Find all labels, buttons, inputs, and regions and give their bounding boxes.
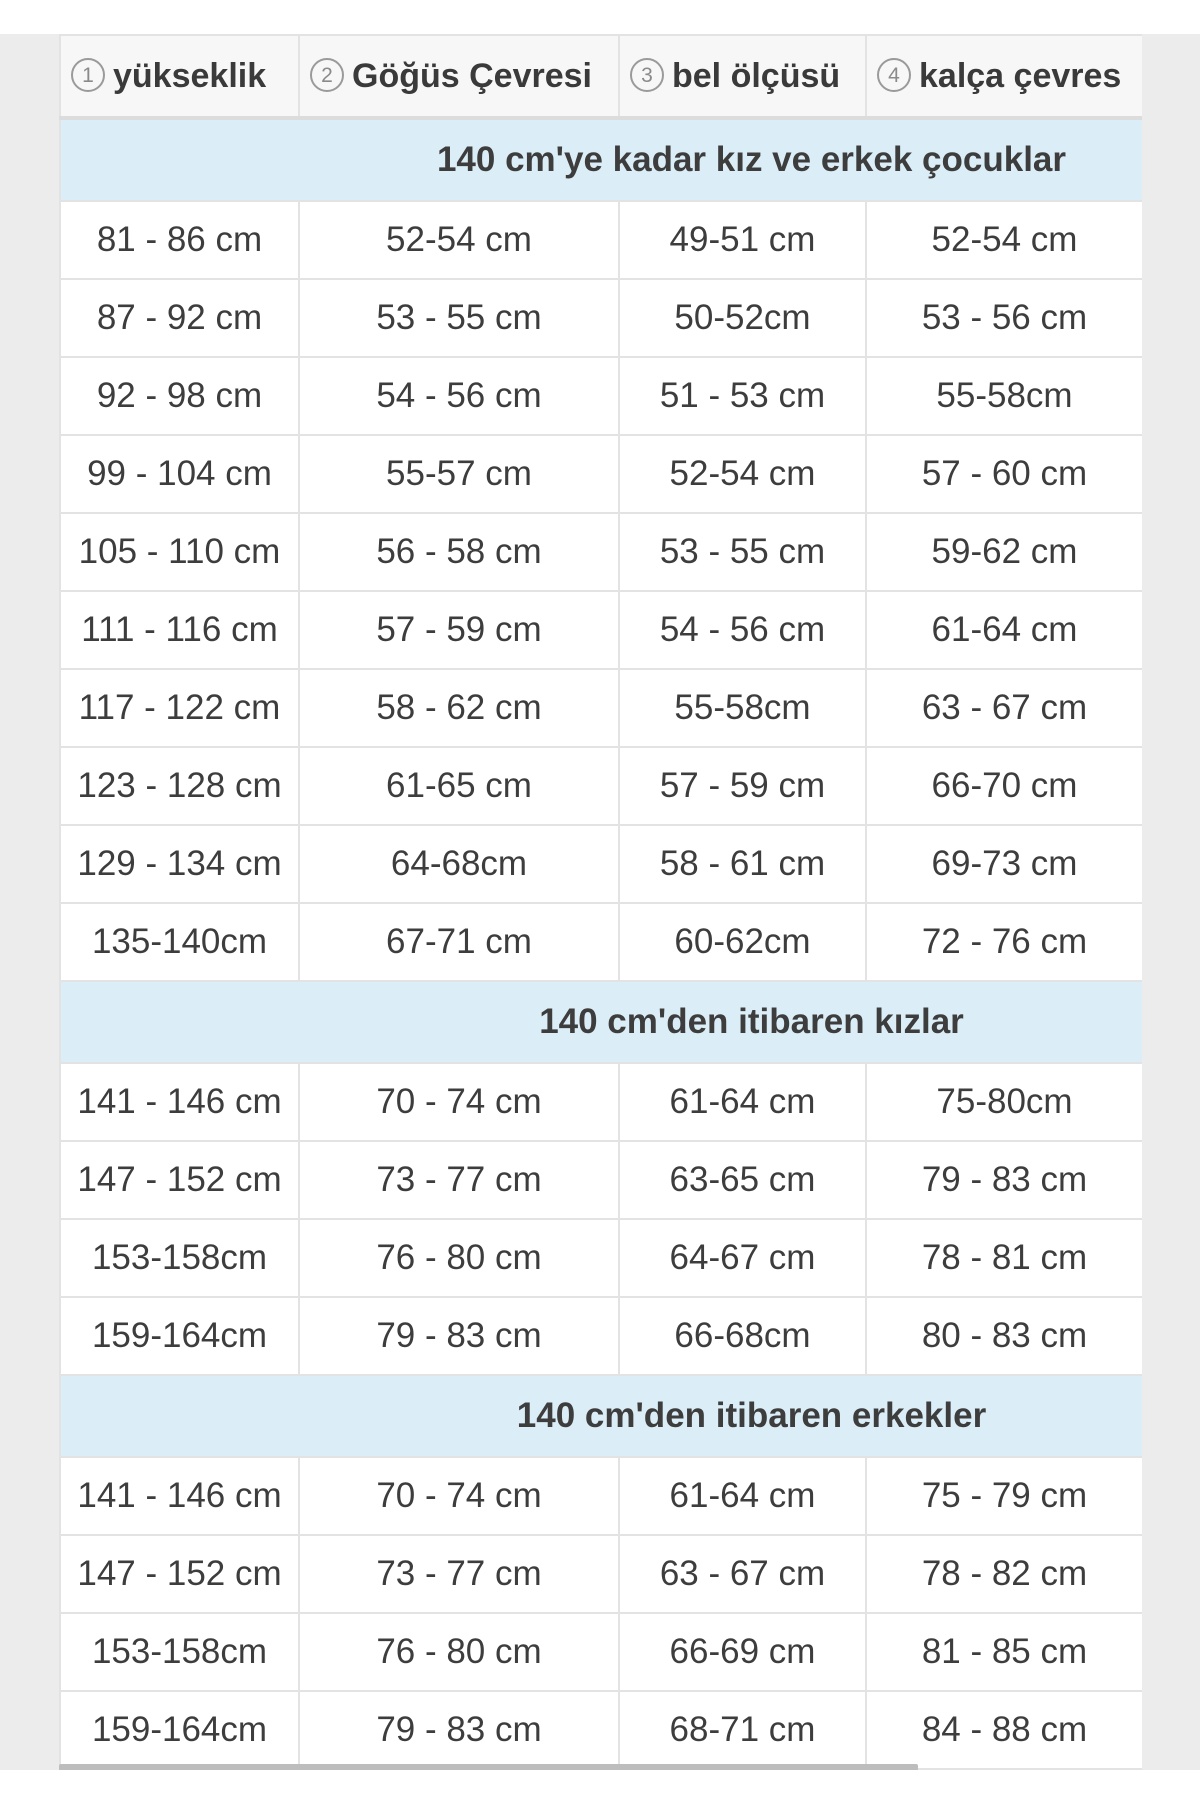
cell-hip: 57 - 60 cm xyxy=(866,435,1142,513)
section-title-text: 140 cm'den itibaren kızlar xyxy=(539,1002,964,1041)
top-margin xyxy=(0,0,1200,34)
cell-hip: 75-80cm xyxy=(866,1063,1142,1141)
cell-chest: 57 - 59 cm xyxy=(299,591,619,669)
section-title xyxy=(60,118,1142,201)
cell-waist: 66-69 cm xyxy=(619,1613,866,1691)
header-label: kalça çevres xyxy=(919,56,1122,95)
cell-chest: 73 - 77 cm xyxy=(299,1141,619,1219)
cell-hip: 59-62 cm xyxy=(866,513,1142,591)
table-row xyxy=(60,513,1142,591)
section-header-row xyxy=(60,981,1142,1063)
header-height xyxy=(60,35,299,118)
cell-chest: 52-54 cm xyxy=(299,201,619,279)
cell-height: 159-164cm xyxy=(60,1691,299,1769)
cell-waist: 53 - 55 cm xyxy=(619,513,866,591)
table-body xyxy=(60,118,1142,1769)
cell-chest: 76 - 80 cm xyxy=(299,1219,619,1297)
cell-chest: 54 - 56 cm xyxy=(299,357,619,435)
cell-chest: 56 - 58 cm xyxy=(299,513,619,591)
cell-chest: 64-68cm xyxy=(299,825,619,903)
cell-chest: 58 - 62 cm xyxy=(299,669,619,747)
cell-hip: 81 - 85 cm xyxy=(866,1613,1142,1691)
cell-hip: 78 - 81 cm xyxy=(866,1219,1142,1297)
table-row xyxy=(60,747,1142,825)
cell-hip: 55-58cm xyxy=(866,357,1142,435)
cell-hip: 80 - 83 cm xyxy=(866,1297,1142,1375)
cell-chest: 73 - 77 cm xyxy=(299,1535,619,1613)
cell-height: 87 - 92 cm xyxy=(60,279,299,357)
step-number-3: 3 xyxy=(630,58,664,92)
section-title-text: 140 cm'den itibaren erkekler xyxy=(516,1396,987,1435)
cell-height: 105 - 110 cm xyxy=(60,513,299,591)
table-row xyxy=(60,1613,1142,1691)
cell-chest: 70 - 74 cm xyxy=(299,1457,619,1535)
cell-waist: 63 - 67 cm xyxy=(619,1535,866,1613)
table-header xyxy=(60,35,1142,118)
cell-chest: 79 - 83 cm xyxy=(299,1691,619,1769)
table-row xyxy=(60,1219,1142,1297)
cell-height: 159-164cm xyxy=(60,1297,299,1375)
cell-waist: 63-65 cm xyxy=(619,1141,866,1219)
cell-waist: 54 - 56 cm xyxy=(619,591,866,669)
cell-chest: 79 - 83 cm xyxy=(299,1297,619,1375)
header-label: yükseklik xyxy=(113,56,267,95)
table-row xyxy=(60,1063,1142,1141)
cell-waist: 51 - 53 cm xyxy=(619,357,866,435)
section-header-row xyxy=(60,1375,1142,1457)
cell-height: 81 - 86 cm xyxy=(60,201,299,279)
table-row xyxy=(60,825,1142,903)
table-row xyxy=(60,1535,1142,1613)
size-chart-container[interactable] xyxy=(59,34,1142,1770)
cell-waist: 55-58cm xyxy=(619,669,866,747)
table-row xyxy=(60,1297,1142,1375)
cell-hip: 75 - 79 cm xyxy=(866,1457,1142,1535)
bottom-margin xyxy=(0,1770,1200,1800)
size-chart-table xyxy=(59,34,1142,1770)
header-chest xyxy=(299,35,619,118)
cell-waist: 60-62cm xyxy=(619,903,866,981)
cell-height: 129 - 134 cm xyxy=(60,825,299,903)
cell-height: 111 - 116 cm xyxy=(60,591,299,669)
table-row xyxy=(60,357,1142,435)
table-row xyxy=(60,669,1142,747)
table-row xyxy=(60,1457,1142,1535)
cell-waist: 61-64 cm xyxy=(619,1457,866,1535)
cell-height: 153-158cm xyxy=(60,1219,299,1297)
cell-hip: 53 - 56 cm xyxy=(866,279,1142,357)
section-header-row xyxy=(60,118,1142,201)
cell-height: 141 - 146 cm xyxy=(60,1063,299,1141)
cell-hip: 79 - 83 cm xyxy=(866,1141,1142,1219)
cell-hip: 61-64 cm xyxy=(866,591,1142,669)
cell-height: 135-140cm xyxy=(60,903,299,981)
cell-waist: 50-52cm xyxy=(619,279,866,357)
cell-waist: 49-51 cm xyxy=(619,201,866,279)
cell-hip: 52-54 cm xyxy=(866,201,1142,279)
cell-waist: 61-64 cm xyxy=(619,1063,866,1141)
cell-hip: 63 - 67 cm xyxy=(866,669,1142,747)
cell-chest: 67-71 cm xyxy=(299,903,619,981)
cell-height: 147 - 152 cm xyxy=(60,1141,299,1219)
cell-chest: 53 - 55 cm xyxy=(299,279,619,357)
header-waist xyxy=(619,35,866,118)
cell-waist: 64-67 cm xyxy=(619,1219,866,1297)
table-row xyxy=(60,1141,1142,1219)
cell-waist: 57 - 59 cm xyxy=(619,747,866,825)
step-number-4: 4 xyxy=(877,58,911,92)
cell-chest: 55-57 cm xyxy=(299,435,619,513)
header-hip xyxy=(866,35,1142,118)
cell-hip: 69-73 cm xyxy=(866,825,1142,903)
step-number-1: 1 xyxy=(71,58,105,92)
cell-waist: 58 - 61 cm xyxy=(619,825,866,903)
cell-hip: 66-70 cm xyxy=(866,747,1142,825)
header-row xyxy=(60,35,1142,118)
section-title xyxy=(60,981,1142,1063)
cell-height: 147 - 152 cm xyxy=(60,1535,299,1613)
cell-waist: 68-71 cm xyxy=(619,1691,866,1769)
cell-hip: 84 - 88 cm xyxy=(866,1691,1142,1769)
cell-waist: 52-54 cm xyxy=(619,435,866,513)
cell-chest: 76 - 80 cm xyxy=(299,1613,619,1691)
cell-waist: 66-68cm xyxy=(619,1297,866,1375)
step-number-2: 2 xyxy=(310,58,344,92)
cell-chest: 70 - 74 cm xyxy=(299,1063,619,1141)
cell-height: 141 - 146 cm xyxy=(60,1457,299,1535)
cell-chest: 61-65 cm xyxy=(299,747,619,825)
cell-height: 153-158cm xyxy=(60,1613,299,1691)
table-row xyxy=(60,903,1142,981)
table-row xyxy=(60,1691,1142,1769)
header-label: bel ölçüsü xyxy=(672,56,841,95)
table-row xyxy=(60,591,1142,669)
cell-height: 99 - 104 cm xyxy=(60,435,299,513)
cell-height: 123 - 128 cm xyxy=(60,747,299,825)
table-row xyxy=(60,435,1142,513)
section-title xyxy=(60,1375,1142,1457)
cell-hip: 78 - 82 cm xyxy=(866,1535,1142,1613)
cell-hip: 72 - 76 cm xyxy=(866,903,1142,981)
cell-height: 117 - 122 cm xyxy=(60,669,299,747)
cell-height: 92 - 98 cm xyxy=(60,357,299,435)
section-title-text: 140 cm'ye kadar kız ve erkek çocuklar xyxy=(436,140,1067,179)
table-row xyxy=(60,201,1142,279)
table-row xyxy=(60,279,1142,357)
header-label: Göğüs Çevresi xyxy=(352,56,592,95)
